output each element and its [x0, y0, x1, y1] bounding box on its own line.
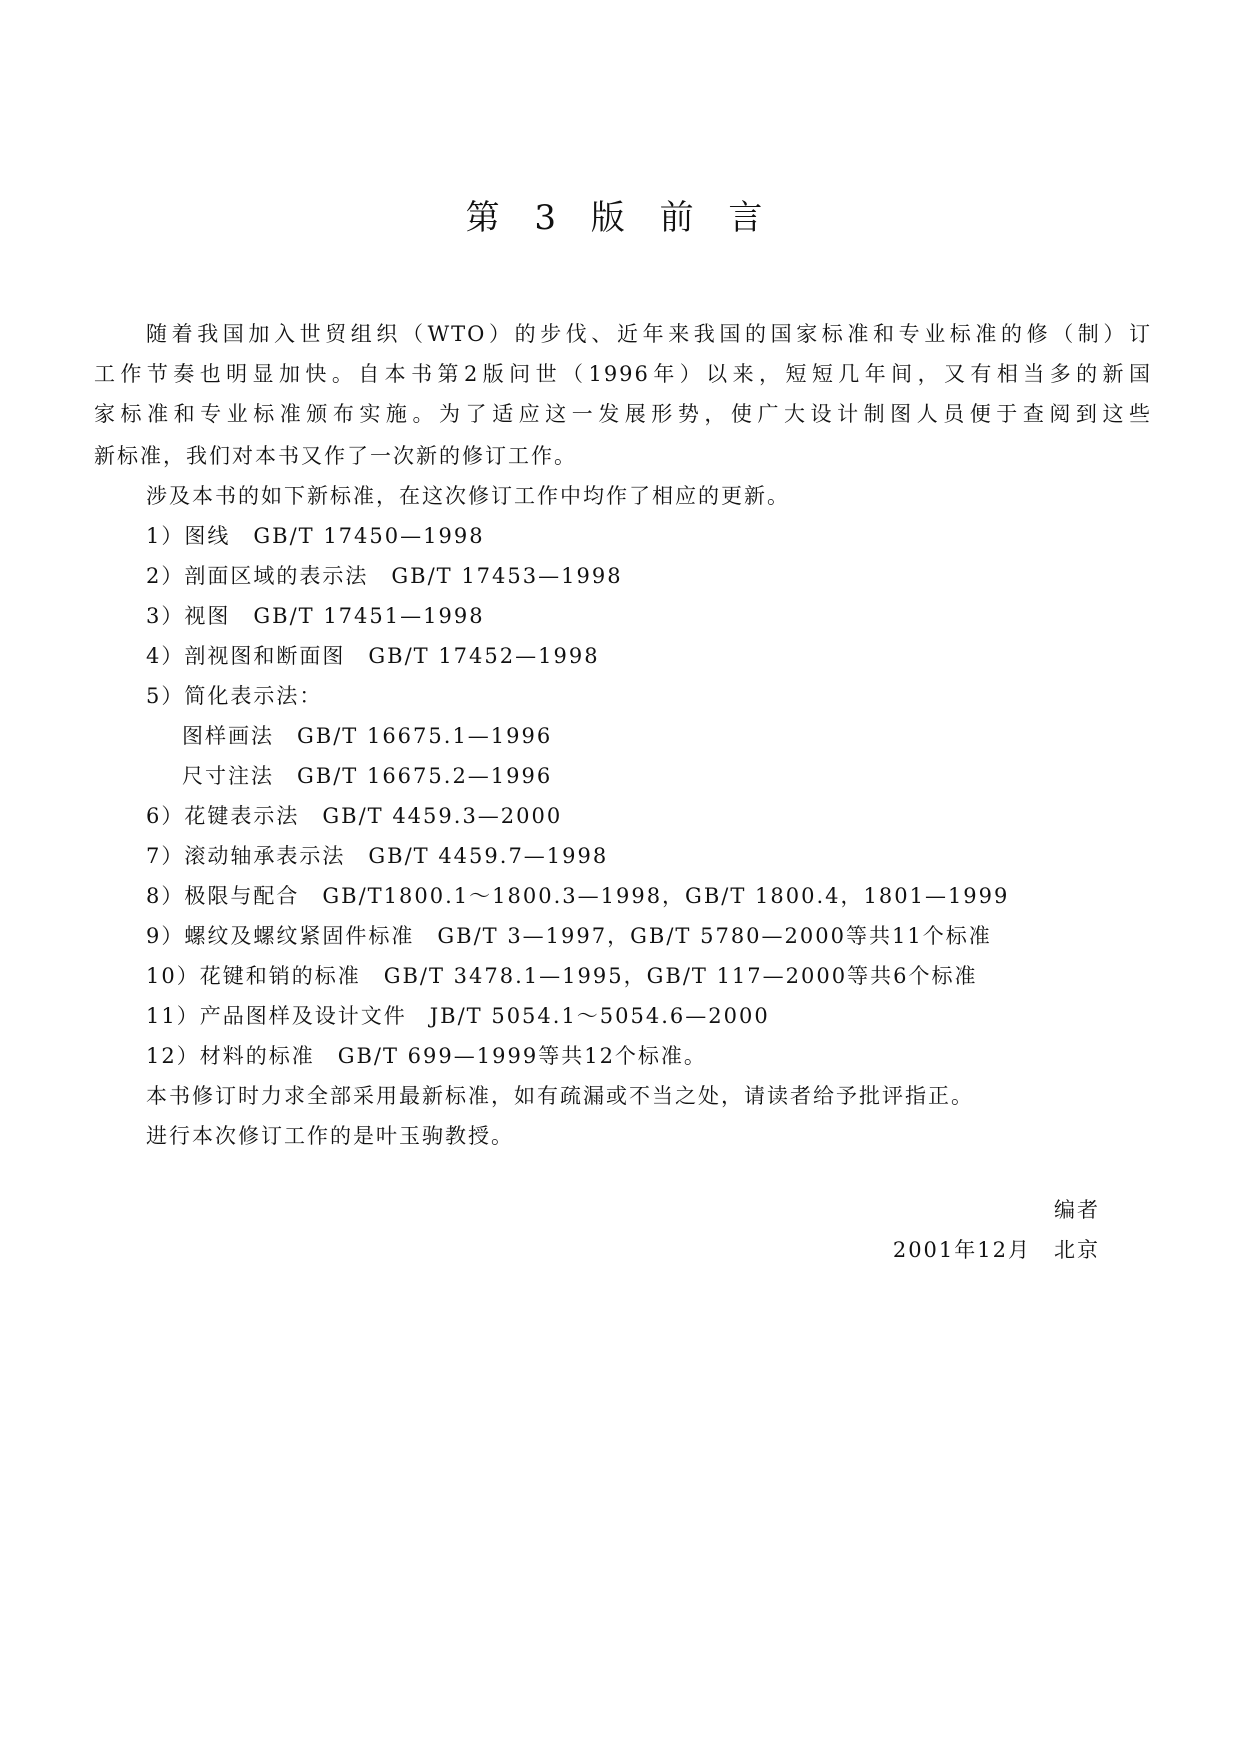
closing-text: 本书修订时力求全部采用最新标准，如有疏漏或不当之处，请读者给予批评指正。: [146, 1084, 974, 1108]
list-item: 5）简化表示法：: [146, 684, 323, 708]
list-item: 2）剖面区域的表示法 GB/T 17453—1998: [146, 564, 623, 588]
intro-line: 家标准和专业标准颁布实施。为了适应这一发展形势，使广大设计制图人员便于查阅到这些: [94, 402, 1152, 426]
list-item: 3）视图 GB/T 17451—1998: [146, 604, 485, 628]
signature-author: 编者: [1054, 1198, 1100, 1222]
intro-line: 新标准，我们对本书又作了一次新的修订工作。: [94, 444, 577, 468]
list-item: 12）材料的标准 GB/T 699—1999等共12个标准。: [146, 1044, 707, 1068]
page-title: 第 3 版 前 言: [465, 198, 775, 238]
lead-text: 涉及本书的如下新标准，在这次修订工作中均作了相应的更新。: [146, 484, 790, 508]
list-item: 1）图线 GB/T 17450—1998: [146, 524, 485, 548]
list-subitem: 图样画法 GB/T 16675.1—1996: [182, 724, 553, 748]
closing-text: 进行本次修订工作的是叶玉驹教授。: [146, 1124, 514, 1148]
intro-line: 随着我国加入世贸组织（WTO）的步伐、近年来我国的国家标准和专业标准的修（制）订: [146, 322, 1152, 346]
list-item: 4）剖视图和断面图 GB/T 17452—1998: [146, 644, 600, 668]
list-subitem: 尺寸注法 GB/T 16675.2—1996: [182, 764, 553, 788]
intro-line: 工作节奏也明显加快。自本书第2版问世（1996年）以来，短短几年间，又有相当多的新国: [94, 362, 1152, 386]
list-item: 11）产品图样及设计文件 JB/T 5054.1～5054.6—2000: [146, 1004, 770, 1028]
list-item: 10）花键和销的标准 GB/T 3478.1—1995，GB/T 117—2000等共6个标准: [146, 964, 978, 988]
signature-date-place: 2001年12月 北京: [892, 1238, 1100, 1262]
list-item: 7）滚动轴承表示法 GB/T 4459.7—1998: [146, 844, 609, 868]
list-item: 9）螺纹及螺纹紧固件标准 GB/T 3—1997，GB/T 5780—2000等共11个标准: [146, 924, 992, 948]
list-item: 6）花键表示法 GB/T 4459.3—2000: [146, 804, 563, 828]
list-item: 8）极限与配合 GB/T1800.1～1800.3—1998，GB/T 1800.4，1801—1999: [146, 884, 1010, 908]
